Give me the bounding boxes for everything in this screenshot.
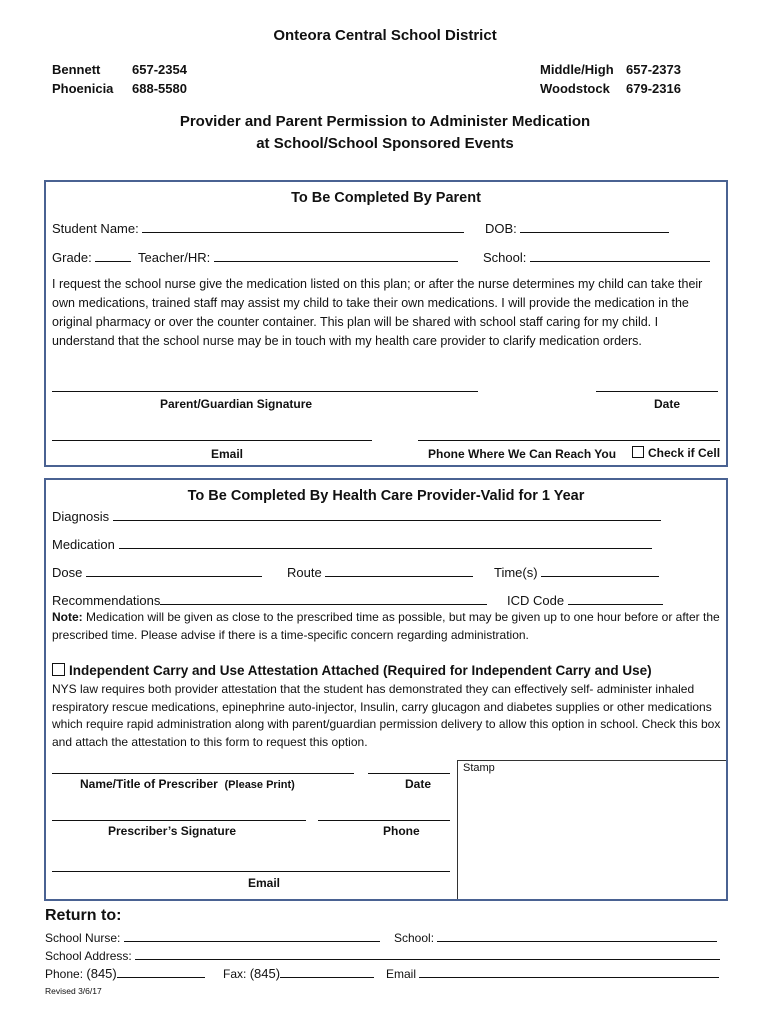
school-phone-phoenicia: 688-5580 <box>132 81 187 96</box>
parent-section-heading: To Be Completed By Parent <box>291 190 481 206</box>
prescriber-name-label: Name/Title of Prescriber (Please Print) <box>80 777 295 791</box>
check-if-cell[interactable] <box>632 446 720 460</box>
return-to-heading: Return to: <box>45 907 122 924</box>
return-fax-area: (845) <box>249 966 281 981</box>
school-phone-woodstock: 679-2316 <box>626 81 681 96</box>
stamp-label: Stamp <box>463 762 495 774</box>
school-name-woodstock: Woodstock <box>540 81 610 96</box>
recommendations-field[interactable] <box>52 593 487 608</box>
icd-code-label: ICD Code <box>507 593 565 608</box>
school-label: School: <box>483 250 527 265</box>
dob-label: DOB: <box>485 221 517 236</box>
parent-date-label: Date <box>654 397 681 411</box>
recommendations-label: Recommendations <box>52 593 161 608</box>
times-label: Time(s) <box>494 565 538 580</box>
parent-signature-label: Parent/Guardian Signature <box>160 397 313 411</box>
route-field[interactable] <box>287 565 473 580</box>
return-email-label: Email <box>386 967 417 981</box>
return-phone-area: (845) <box>86 966 117 981</box>
dob-field[interactable] <box>485 221 669 236</box>
district-title: Onteora Central School District <box>273 27 497 44</box>
school-field[interactable] <box>483 250 710 265</box>
teacher-label: Teacher/HR: <box>138 250 211 265</box>
parent-signature-line[interactable] <box>52 391 478 392</box>
dose-label: Dose <box>52 565 83 580</box>
parent-email-label: Email <box>211 447 244 461</box>
dose-field[interactable] <box>52 565 262 580</box>
medication-field[interactable] <box>52 537 652 552</box>
route-label: Route <box>287 565 322 580</box>
note-label: Note: <box>52 610 83 624</box>
please-print-label: (Please Print) <box>224 779 295 791</box>
school-nurse-label: School Nurse: <box>45 931 121 945</box>
prescriber-phone-line[interactable] <box>318 820 450 821</box>
return-phone-label: Phone: <box>45 967 84 981</box>
independent-carry-heading: Independent Carry and Use Attestation Attached (Required for Independent Carry and Use) <box>69 663 652 678</box>
return-school-field[interactable] <box>394 930 717 945</box>
school-name-bennett: Bennett <box>52 62 101 77</box>
diagnosis-field[interactable] <box>52 509 661 524</box>
provider-note <box>52 609 724 644</box>
teacher-field[interactable] <box>138 250 458 265</box>
parent-date-line[interactable] <box>596 391 718 392</box>
prescriber-name-line[interactable] <box>52 773 354 774</box>
return-email-field[interactable] <box>386 966 719 981</box>
icd-code-field[interactable] <box>507 593 663 608</box>
return-phone-field[interactable] <box>45 966 205 981</box>
note-text: Medication will be given as close to the prescribed time as possible, but may be given up to one hour before or after the prescribed time. Please advise if there is a time-specific concern regarding administration. <box>52 610 720 642</box>
provider-section-heading: To Be Completed By Health Care Provider-Valid for 1 Year <box>187 488 585 504</box>
school-address-field[interactable] <box>45 948 720 963</box>
prescriber-date-label: Date <box>405 777 432 791</box>
check-cell-label: Check if Cell <box>648 446 721 460</box>
medication-label: Medication <box>52 537 115 552</box>
prescriber-email-label: Email <box>248 876 281 890</box>
form-title-line1: Provider and Parent Permission to Administer Medication <box>179 113 591 130</box>
stamp-box <box>457 760 726 899</box>
return-fax-field[interactable] <box>223 966 374 981</box>
prescriber-email-line[interactable] <box>52 871 450 872</box>
parent-phone-line[interactable] <box>418 440 720 441</box>
school-phone-middle-high: 657-2373 <box>626 62 681 77</box>
grade-label: Grade: <box>52 250 92 265</box>
revised-date: Revised 3/6/17 <box>45 986 102 996</box>
prescriber-date-line[interactable] <box>368 773 450 774</box>
school-nurse-field[interactable] <box>45 930 380 945</box>
independent-carry-option[interactable] <box>52 663 652 678</box>
prescriber-signature-line[interactable] <box>52 820 306 821</box>
parent-email-line[interactable] <box>52 440 372 441</box>
times-field[interactable] <box>494 565 659 580</box>
prescriber-signature-label: Prescriber’s Signature <box>108 824 237 838</box>
student-name-label: Student Name: <box>52 221 139 236</box>
independent-carry-checkbox[interactable] <box>52 663 65 676</box>
diagnosis-label: Diagnosis <box>52 509 110 524</box>
parent-phone-label: Phone Where We Can Reach You <box>428 447 617 461</box>
form-title-line2: at School/School Sponsored Events <box>256 135 514 152</box>
school-name-phoenicia: Phoenicia <box>52 81 114 96</box>
parent-statement: I request the school nurse give the medication listed on this plan; or after the nurse determines my child can take their own medications, trained staff may assist my child to take their own medications. I will provide the medication in the original pharmacy or over the counter container. This plan will be shared with school staff caring for my child. I understand that the school nurse may be in touch with my health care provider to clarify medication orders. <box>52 277 703 348</box>
school-name-middle-high: Middle/High <box>540 62 614 77</box>
school-phone-bennett: 657-2354 <box>132 62 187 77</box>
school-address-label: School Address: <box>45 949 132 963</box>
return-fax-label: Fax: <box>223 967 247 981</box>
independent-carry-text: NYS law requires both provider attestation that the student has demonstrated they can effectively self- administer inhaled respiratory rescue medications, epinephrine auto-injector, Insulin, carry glucagon and diabetes supplies or other medications which require rapid administration along with parent/guardian permission delivery to allow this option in school. Check this box and attach the attestation to this form to request this option. <box>52 682 721 749</box>
prescriber-phone-label: Phone <box>383 824 420 838</box>
grade-field[interactable] <box>52 250 131 265</box>
student-name-field[interactable] <box>52 221 464 236</box>
return-school-label: School: <box>394 931 435 945</box>
check-cell-checkbox[interactable] <box>632 446 644 458</box>
